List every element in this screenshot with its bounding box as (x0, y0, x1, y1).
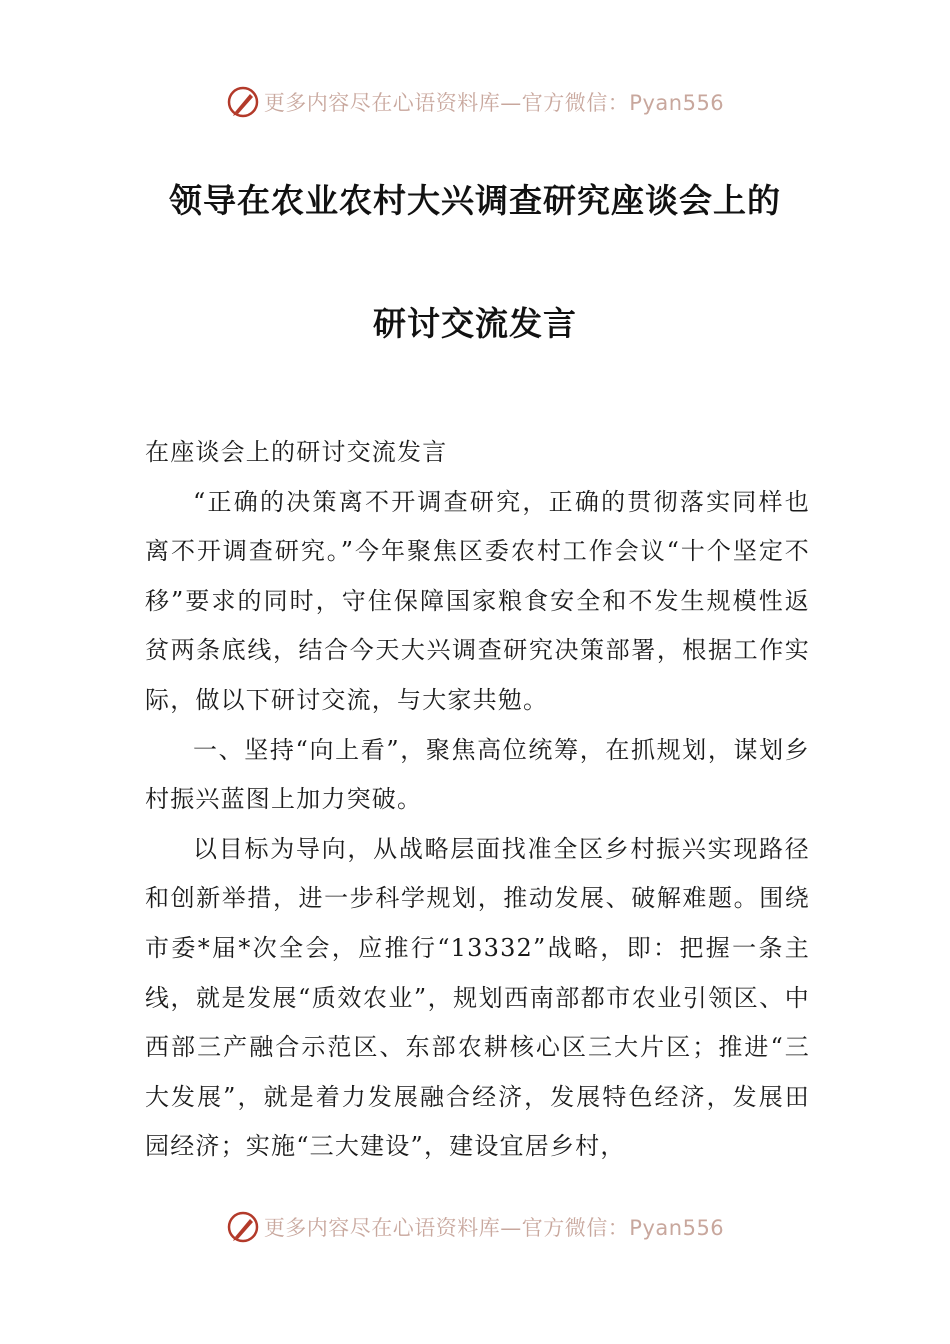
watermark-bottom (0, 1207, 950, 1247)
document-title-line2: 研讨交流发言 (373, 304, 577, 343)
subtitle-paragraph: 在座谈会上的研讨交流发言 (145, 438, 448, 466)
body-paragraph: 以目标为导向，从战略层面找准全区乡村振兴实现路径和创新举措，进一步科学规划，推动发展、破解难题。围绕市委*届*次全会，应推行“13332”战略，即：把握一条主线，就是发展“质效农业”，规划西南部都市农业引领区、中西部三产融合示范区、东部农耕核心区三大片区；推进“三大发展”，就是着力发展融合经济，发展特色经济，发展田园经济；实施“三大建设”，建设宜居乡村， (145, 834, 810, 1161)
body-paragraph: “正确的决策离不开调查研究，正确的贯彻落实同样也离不开调查研究。”今年聚焦区委农村工作会议“十个坚定不移”要求的同时，守住保障国家粮食安全和不发生规模性返贫两条底线，结合今天大兴调查研究决策部署，根据工作实际，做以下研讨交流，与大家共勉。 (145, 487, 810, 714)
document-body (145, 428, 810, 1172)
watermark-top (0, 82, 950, 122)
watermark-text: 更多内容尽在心语资料库—官方微信：Pyan556 (263, 91, 725, 115)
pen-logo-icon (226, 85, 260, 119)
watermark-text: 更多内容尽在心语资料库—官方微信：Pyan556 (263, 1216, 725, 1240)
document-title-line1: 领导在农业农村大兴调查研究座谈会上的 (169, 181, 781, 220)
section-heading-paragraph: 一、坚持“向上看”，聚焦高位统筹，在抓规划，谋划乡村振兴蓝图上加力突破。 (145, 735, 810, 814)
pen-logo-icon (226, 1210, 260, 1244)
